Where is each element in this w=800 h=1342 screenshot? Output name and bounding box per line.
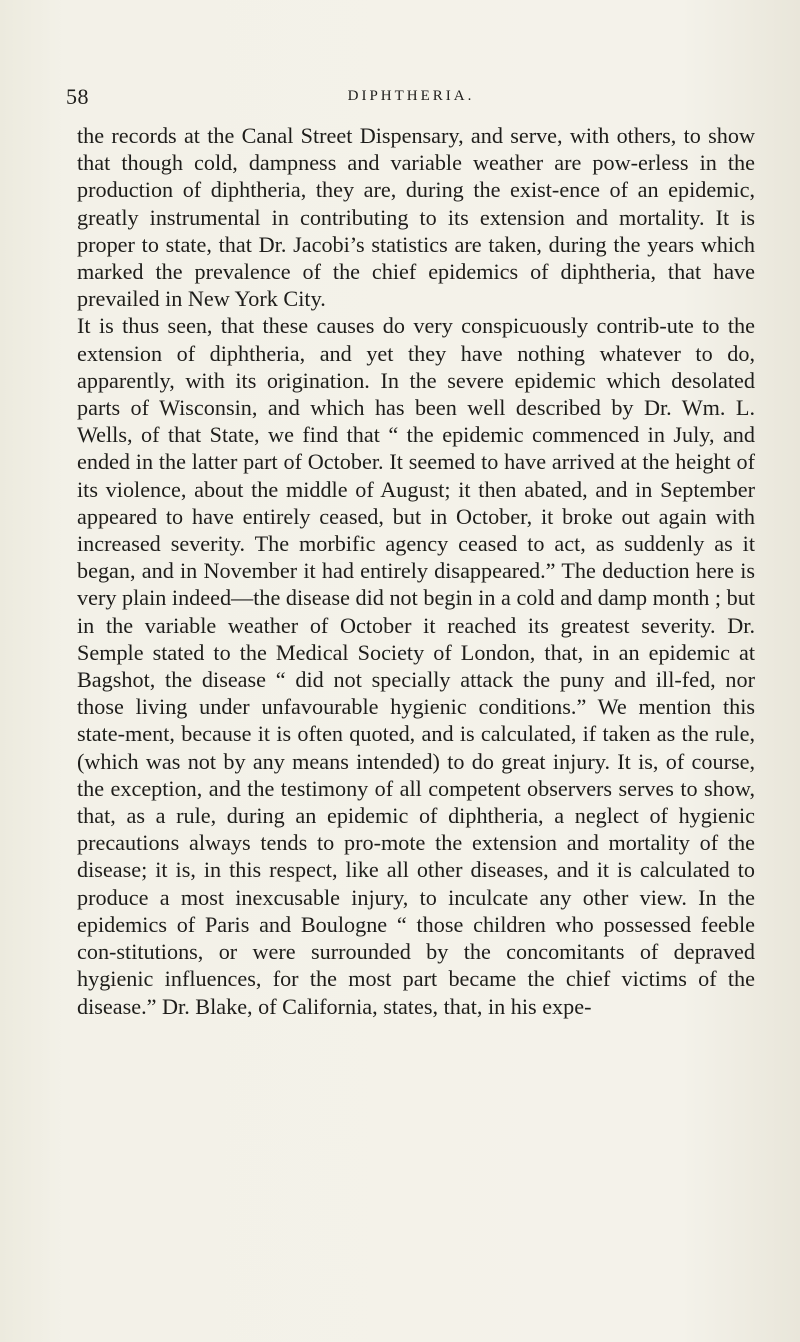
paragraph-continuation: the records at the Canal Street Dispensary, and serve, with others, to show that though cold, dampness and variable weather are pow-erless in the production of diphtheria, they are, during the exist-ence of an epidemic, greatly instrumental in contributing to its extension and mortality. It is proper to state, that Dr. Jacobi’s statistics are taken, during the years which marked the prevalence of the chief epidemics of diphtheria, that have prevailed in New York City. xyxy=(77,123,755,312)
page-header xyxy=(66,84,756,110)
body-text xyxy=(77,122,755,1020)
running-title: DIPHTHERIA. xyxy=(347,88,475,104)
paragraph-causes-diphtheria: It is thus seen, that these causes do very conspicuously contrib-ute to the extension of diphtheria, and yet they have nothing whatever to do, apparently, with its origination. In the severe epidemic which desolated parts of Wisconsin, and which has been well described by Dr. Wm. L. Wells, of that State, we find that “ the epidemic commenced in July, and ended in the latter part of October. It seemed to have arrived at the height of its violence, about the middle of August; it then abated, and in September appeared to have entirely ceased, but in October, it broke out again with increased severity. The morbific agency ceased to act, as suddenly as it began, and in November it had entirely disappeared.” The deduction here is very plain indeed—the disease did not begin in a cold and damp month ; but in the variable weather of October it reached its greatest severity. Dr. Semple stated to the Medical Society of London, that, in an epidemic at Bagshot, the disease “ did not specially attack the puny and ill-fed, nor those living under unfavourable hygienic conditions.” We mention this state-ment, because it is often quoted, and is calculated, if taken as the rule, (which was not by any means intended) to do great injury. It is, of course, the exception, and the testimony of all competent observers serves to show, that, as a rule, during an epidemic of diphtheria, a neglect of hygienic precautions always tends to pro-mote the extension and mortality of the disease; it is, in this respect, like all other diseases, and it is calculated to produce a most inexcusable injury, to inculcate any other view. In the epidemics of Paris and Boulogne “ those children who possessed feeble con-stitutions, or were surrounded by the concomitants of depraved hygienic influences, for the most part became the chief victims of the disease.” Dr. Blake, of California, states, that, in his expe- xyxy=(77,313,755,1019)
page-number: 58 xyxy=(66,84,89,109)
